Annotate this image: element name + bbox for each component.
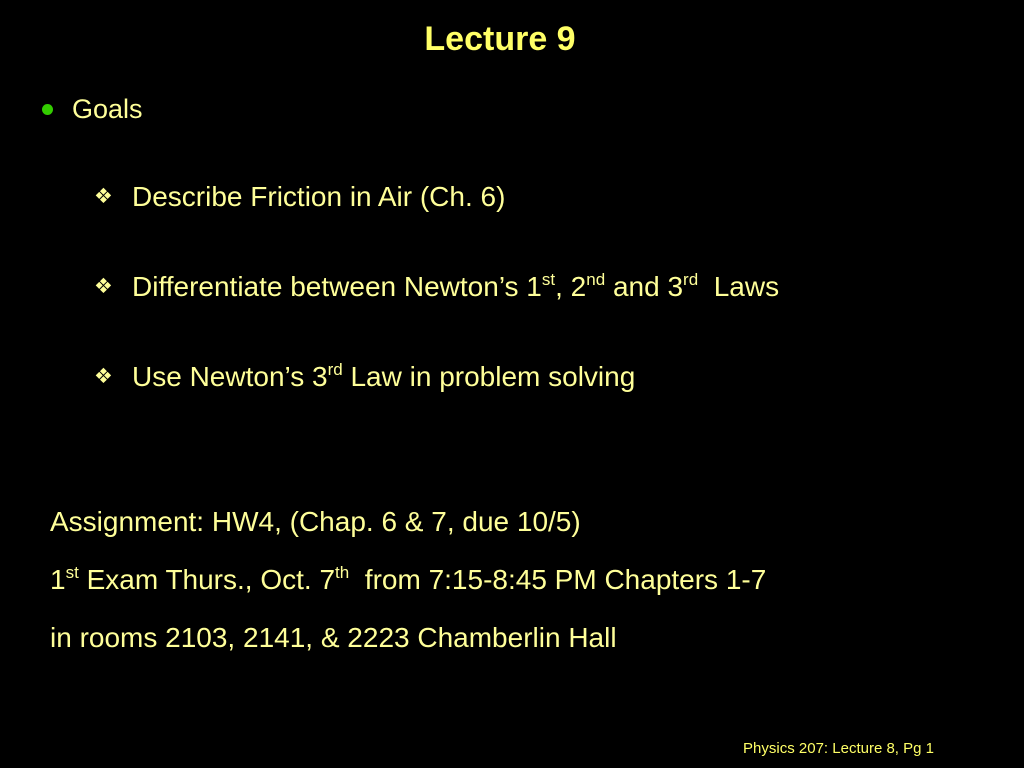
goal-text: , 2 [555,271,587,302]
slide-title: Lecture 9 [424,20,576,58]
goal-text: Use Newton’s 3 [132,361,328,392]
assignment-line: Assignment: HW4, (Chap. 6 & 7, due 10/5) [50,506,581,537]
goal-text: Differentiate between Newton’s 1 [132,271,542,302]
bullet-dot-icon [42,104,53,115]
exam-line [50,564,766,596]
goal-item-friction [94,181,505,213]
diamond-bullet-icon: ❖ [94,275,113,298]
goal-item-third-law [94,361,635,393]
goal-text: Law in problem solving [342,361,636,392]
diamond-bullet-icon: ❖ [94,365,113,388]
goal-item-newton-laws [94,271,779,303]
exam-text: 1 [50,564,66,595]
ordinal-suffix: st [541,270,556,289]
goal-text: and 3 [605,271,684,302]
diamond-bullet-icon: ❖ [94,185,113,208]
rooms-line: in rooms 2103, 2141, & 2223 Chamberlin Hall [50,622,617,653]
exam-text: from 7:15-8:45 PM Chapters 1-7 [349,564,767,595]
goals-heading [42,94,143,125]
ordinal-suffix: rd [327,360,343,379]
ordinal-suffix: nd [586,270,606,289]
ordinal-suffix: th [335,563,350,582]
goal-text: Laws [698,271,780,302]
goal-text: Describe Friction in Air (Ch. 6) [132,181,506,212]
ordinal-suffix: rd [683,270,699,289]
goals-label: Goals [72,94,143,124]
ordinal-suffix: st [65,563,79,582]
exam-text: Exam Thurs., Oct. 7 [78,564,336,595]
slide-footer: Physics 207: Lecture 8, Pg 1 [743,740,934,757]
